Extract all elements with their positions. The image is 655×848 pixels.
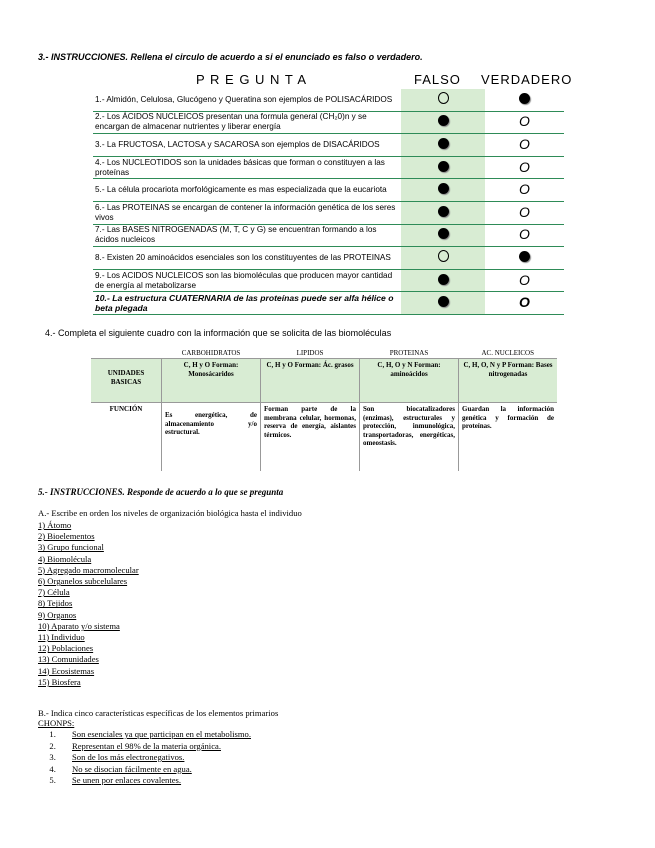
- characteristic-text: Representan el 98% de la materia orgánica.: [72, 740, 221, 751]
- answer-falso-cell: [401, 247, 485, 270]
- letter-o-mark[interactable]: O: [519, 294, 530, 311]
- answer-verdadero-cell: [485, 224, 564, 247]
- empty-circle-icon[interactable]: [438, 250, 449, 262]
- question-row: [93, 269, 564, 292]
- list-item: 14) Ecosistemas: [38, 665, 95, 676]
- question-text: 3.- La FRUCTOSA, LACTOSA y SACAROSA son ejemplos de DISACÁRIDOS: [93, 134, 401, 157]
- header-falso: FALSO: [414, 72, 461, 87]
- letter-o-mark[interactable]: O: [519, 271, 530, 288]
- list-item: 5) Agregado macromolecular: [38, 564, 139, 575]
- letter-o-mark[interactable]: O: [519, 226, 530, 243]
- list-item: 12) Poblaciones: [38, 643, 94, 654]
- func-carbohidratos: Es energética, de almacenamiento y/o estructural.: [162, 403, 261, 472]
- letter-o-mark[interactable]: O: [519, 158, 530, 175]
- question-text: 6.- Las PROTEINAS se encargan de contener la información genética de los seres vivos: [93, 201, 401, 224]
- col-proteinas: PROTEINAS: [389, 349, 429, 357]
- list-item: [58, 764, 278, 776]
- list-item: 11) Individuo: [38, 632, 85, 643]
- header-pregunta: P R E G U N T A: [196, 72, 308, 87]
- answer-verdadero-cell: [485, 134, 564, 157]
- question-row: [93, 179, 564, 202]
- row-label-funcion: FUNCIÓN: [109, 405, 143, 413]
- letter-o-mark[interactable]: O: [519, 181, 530, 198]
- list-item: 2) Bioelementos: [38, 531, 95, 542]
- filled-circle-icon[interactable]: [438, 296, 449, 307]
- letter-o-mark[interactable]: O: [519, 135, 530, 152]
- col-carbohidratos: CARBOHIDRATOS: [181, 349, 241, 357]
- letter-o-mark[interactable]: O: [519, 203, 530, 220]
- answer-verdadero-cell: [485, 201, 564, 224]
- list-item: 3) Grupo funcional: [38, 542, 104, 553]
- func-proteinas: Son biocatalizadores (enzimas), estructurales y protección, inmunológica, transportadoras, energéticas, omeostasis.: [360, 403, 459, 472]
- section4-title: 4.- Completa el siguiente cuadro con la información que se solicita de las biomoléculas: [45, 328, 392, 338]
- question-text: 5.- La célula procariota morfológicamente es mas especializada que la eucariota: [93, 179, 401, 202]
- characteristic-text: Son de los más electronegativos.: [72, 752, 185, 762]
- list-item: [58, 741, 278, 753]
- answer-falso-cell: [401, 201, 485, 224]
- answer-verdadero-cell: [485, 179, 564, 202]
- list-item: 4) Biomolécula: [38, 553, 92, 564]
- true-false-table: [93, 89, 564, 315]
- question-row: [93, 89, 564, 111]
- part-a: [38, 508, 302, 688]
- filled-circle-icon[interactable]: [438, 274, 449, 285]
- list-item: 6) Organelos subcelulares: [38, 576, 128, 587]
- answer-falso-cell: [401, 179, 485, 202]
- part-b-prompt: B.- Indica cinco características específicas de los elementos primarios: [38, 708, 279, 718]
- question-row: [93, 134, 564, 157]
- header-verdadero: VERDADERO: [481, 72, 573, 87]
- question-row: [93, 224, 564, 247]
- filled-circle-icon[interactable]: [519, 93, 530, 104]
- biomolecules-table: [91, 348, 557, 471]
- answer-falso-cell: [401, 111, 485, 134]
- characteristic-text: No se disocian fácilmente en agua.: [72, 763, 192, 774]
- col-ac-nucleicos: AC. NUCLEICOS: [481, 349, 534, 357]
- question-row: [93, 111, 564, 134]
- question-row: [93, 156, 564, 179]
- characteristics-list: [38, 729, 278, 787]
- section3-title: 3.- INSTRUCCIONES. Rellena el circulo de acuerdo a si el enunciado es falso o verdadero.: [38, 52, 423, 62]
- list-item: 8) Tejidos: [38, 598, 73, 609]
- answer-verdadero-cell: [485, 111, 564, 134]
- list-item: 15) Biosfera: [38, 676, 81, 687]
- answer-falso-cell: [401, 224, 485, 247]
- characteristic-text: Se unen por enlaces covalentes.: [72, 775, 182, 785]
- characteristic-text: Son esenciales ya que participan en el metabolismo.: [72, 729, 251, 739]
- question-row: [93, 247, 564, 270]
- organization-levels-list: [38, 520, 302, 688]
- basic-ac-nucleicos: C, H, O, N y P Forman: Bases nitrogenadas: [459, 359, 558, 403]
- filled-circle-icon[interactable]: [519, 251, 530, 262]
- row-label-unidades-basicas: UNIDADES BASICAS: [91, 359, 162, 403]
- empty-circle-icon[interactable]: [438, 92, 449, 104]
- question-text: 7.- Las BASES NITROGENADAS (M, T, C y G) se encuentran formando a los ácidos nucleicos: [93, 224, 401, 247]
- basic-lipidos: C, H y O Forman: Ác. grasos: [261, 359, 360, 403]
- basic-proteinas: C, H, O y N Forman: aminoácidos: [360, 359, 459, 403]
- question-row: [93, 292, 564, 315]
- filled-circle-icon[interactable]: [438, 115, 449, 126]
- filled-circle-icon[interactable]: [438, 183, 449, 194]
- question-text: 8.- Existen 20 aminoácidos esenciales son los constituyentes de las PROTEINAS: [93, 247, 401, 270]
- list-item: 1) Átomo: [38, 520, 72, 530]
- filled-circle-icon[interactable]: [438, 138, 449, 149]
- part-b-label: CHONPS:: [38, 718, 75, 728]
- part-a-prompt: A.- Escribe en orden los niveles de organización biológica hasta el individuo: [38, 508, 302, 518]
- list-item: [58, 775, 278, 787]
- section5-title: 5.- INSTRUCCIONES. Responde de acuerdo a lo que se pregunta: [38, 487, 284, 497]
- part-b: [38, 708, 278, 787]
- filled-circle-icon[interactable]: [438, 206, 449, 217]
- answer-verdadero-cell: [485, 89, 564, 111]
- answer-falso-cell: [401, 134, 485, 157]
- letter-o-mark[interactable]: O: [519, 113, 530, 130]
- list-item: 9) Organos: [38, 609, 77, 620]
- list-item: 7) Célula: [38, 587, 70, 598]
- basic-carbohidratos: C, H y O Forman: Monosácaridos: [162, 359, 261, 403]
- func-ac-nucleicos: Guardan la información genética y formación de proteínas.: [459, 403, 558, 472]
- question-row: [93, 201, 564, 224]
- answer-verdadero-cell: [485, 269, 564, 292]
- question-text: 10.- La estructura CUATERNARIA de las proteínas puede ser alfa hélice o beta plegada: [93, 292, 401, 315]
- answer-verdadero-cell: [485, 247, 564, 270]
- list-item: 10) Aparato y/o sistema: [38, 620, 120, 631]
- list-item: [58, 729, 278, 741]
- col-lipidos: LIPIDOS: [296, 349, 324, 357]
- answer-falso-cell: [401, 89, 485, 111]
- question-text: 1.- Almidón, Celulosa, Glucógeno y Queratina son ejemplos de POLISACÁRIDOS: [93, 89, 401, 111]
- question-text: 4.- Los NUCLEOTIDOS son la unidades básicas que forman o constituyen a las proteínas: [93, 156, 401, 179]
- list-item: [58, 752, 278, 764]
- question-text: 9.- Los ACIDOS NUCLEICOS son las biomoléculas que producen mayor cantidad de energía al metabolizarse: [93, 269, 401, 292]
- answer-falso-cell: [401, 156, 485, 179]
- filled-circle-icon[interactable]: [438, 228, 449, 239]
- question-text: 2.- Los ÁCIDOS NUCLEICOS presentan una formula general (CH₂0)n y se encargan de almacenar nutrientes y liberar energía: [93, 111, 401, 134]
- list-item: 13) Comunidades: [38, 654, 99, 665]
- answer-verdadero-cell: [485, 156, 564, 179]
- answer-falso-cell: [401, 269, 485, 292]
- answer-verdadero-cell: [485, 292, 564, 315]
- filled-circle-icon[interactable]: [438, 161, 449, 172]
- func-lipidos: Forman parte de la membrana celular, hormonas, reserva de energía, aislantes térmicos.: [261, 403, 360, 472]
- answer-falso-cell: [401, 292, 485, 315]
